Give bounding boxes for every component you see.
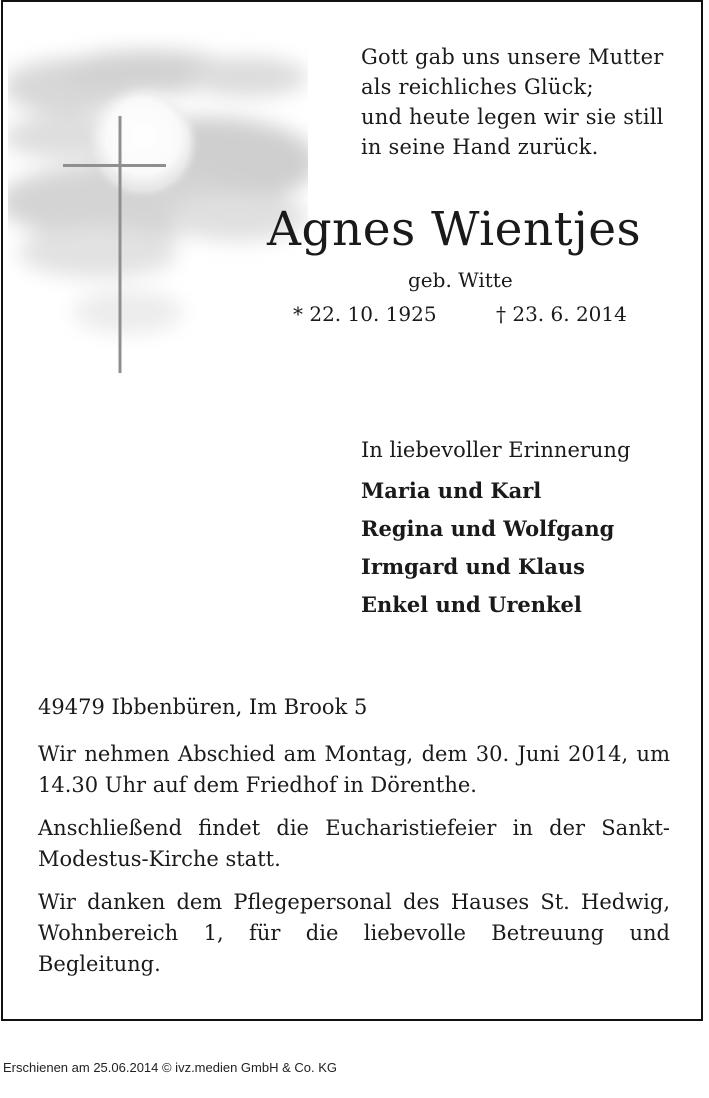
publication-footer: Erschienen am 25.06.2014 © ivz.medien GmbH & Co. KG (3, 1060, 338, 1075)
mourner-family: Maria und Karl (361, 478, 542, 503)
mourner-family: Regina und Wolfgang (361, 516, 615, 541)
deceased-name: Agnes Wientjes (267, 202, 642, 257)
farewell-text: Wir nehmen Abschied am Montag, dem 30. Juni 2014, um 14.30 Uhr auf dem Friedhof in Dörenthe. (38, 742, 670, 797)
mourner-family: Enkel und Urenkel (361, 592, 582, 617)
poem-line: als reichliches Glück; (361, 75, 594, 99)
poem-line: Gott gab uns unsere Mutter (361, 45, 664, 69)
birth-name: geb. Witte (408, 268, 513, 292)
cross-and-moon-icon (8, 32, 308, 382)
death-notice (1, 0, 703, 1021)
birth-date: * 22. 10. 1925 (293, 302, 437, 326)
poem-line: und heute legen wir sie still (361, 105, 664, 129)
poem-line: in seine Hand zurück. (361, 135, 599, 159)
thanks-text: Wir danken dem Pflegepersonal des Hauses St. Hedwig, Wohnbereich 1, für die liebevolle Betreuung und Begleitung. (38, 890, 670, 976)
notice-details (38, 692, 670, 992)
memorial-poem (361, 42, 664, 162)
death-date: † 23. 6. 2014 (496, 302, 627, 326)
mourners-intro: In liebevoller Erinnerung (361, 438, 631, 462)
service-text: Anschließend findet die Eucharistiefeier in der Sankt-Modestus-Kirche statt. (38, 816, 670, 871)
mourners-block (361, 434, 630, 624)
mourner-family: Irmgard und Klaus (361, 554, 585, 579)
address: 49479 Ibbenbüren, Im Brook 5 (38, 695, 368, 719)
